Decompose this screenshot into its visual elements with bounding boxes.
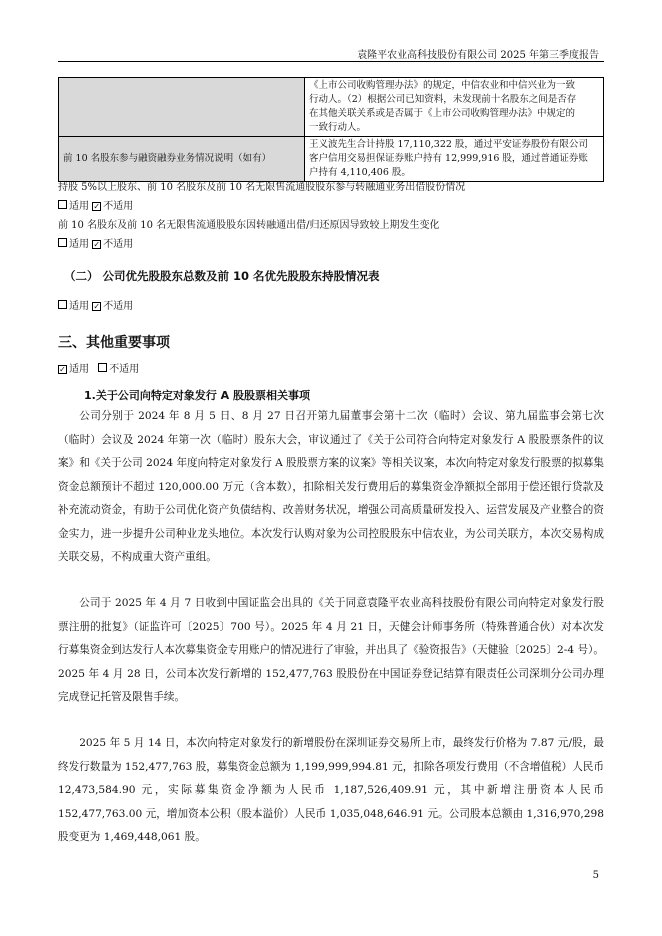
check-line-2 [58, 238, 133, 252]
applicable-label: 适用 [69, 201, 89, 212]
cell-line: 户持有 4,110,406 股。 [309, 167, 411, 178]
subsection-share-issuance-title: 1.关于公司向特定对象发行 A 股股票相关事项 [84, 389, 311, 402]
section-preferred-shares-title: （二） 公司优先股股东总数及前 10 名优先股股东持股情况表 [64, 269, 380, 283]
header-divider [58, 61, 604, 62]
checkbox-empty-icon [58, 200, 67, 209]
checkbox-empty-icon [58, 238, 67, 247]
check-line-4 [58, 363, 139, 377]
applicable-label: 适用 [69, 301, 89, 312]
checkbox-checked-icon: ✓ [93, 202, 101, 211]
cell-line: 《上市公司收购管理办法》的规定，中信农业和中信兴业为一致 [309, 80, 576, 91]
not-applicable-label: 不适用 [109, 364, 140, 375]
table-row [59, 137, 604, 182]
table-cell-margin-detail [305, 137, 604, 182]
not-applicable-label: 不适用 [103, 301, 134, 312]
table-row [59, 78, 604, 137]
page-number: 5 [592, 870, 599, 881]
table-cell-margin-label: 前 10 名股东参与融资融券业务情况说明（如有） [59, 137, 305, 182]
note-lending-shares: 持股 5%以上股东、前 10 名股东及前 10 名无限售流通股股东参与转融通业务出借股份情况 [58, 182, 466, 193]
paragraph-issuance-approval: 公司分别于 2024 年 8 月 5 日、8 月 27 日召开第九届董事会第十二次（临时）会议、第九届监事会第七次（临时）会议及 2024 年第一次（临时）股东大会，审议通过了《关于公司符合向特定对象发行 A 股股票条件的议案》和《关于公司 2024 年度向特定对象发行 A 股股票方案的议案》等相关议案，本次向特定对象发行股票的拟募集资金总额预计不超过 120,000.00 万元（含本数），扣除相关发行费用后的募集资金净额拟全部用于偿还银行贷款及补充流动资金，有助于公司优化资产负债结构、改善财务状况，增强公司高质量研发投入、运营发展及产业整合的资金实力，进一步提升公司种业龙头地位。本次发行认购对象为公司控股股东中信农业，为公司关联方，本次交易构成关联交易，不构成重大资产重组。 [58, 410, 604, 563]
shareholder-table [58, 77, 604, 182]
cell-line: 在其他关联关系或是否属于《上市公司收购管理办法》中规定的 [309, 108, 576, 119]
checkbox-checked-icon: ✓ [93, 302, 101, 311]
cell-line: 一致行动人。 [309, 122, 367, 133]
checkbox-empty-icon [58, 300, 67, 309]
check-line-3 [58, 300, 133, 314]
note-lending-change: 前 10 名股东及前 10 名无限售流通股股东因转融通出借/归还原因导致较上期发生变化 [58, 220, 440, 231]
cell-line: 行动人。（2）根据公司已知资料，未发现前十名股东之间是否存 [309, 94, 577, 105]
table-cell-relationship [305, 78, 604, 137]
table-cell-empty [59, 78, 305, 137]
cell-line: 王义波先生合计持股 17,110,322 股，通过平安证券股份有限公司 [309, 139, 588, 150]
checkbox-checked-icon: ✓ [93, 240, 101, 249]
not-applicable-label: 不适用 [103, 239, 134, 250]
applicable-label: 适用 [69, 239, 89, 250]
applicable-label: 适用 [69, 364, 89, 375]
section-other-matters-title: 三、其他重要事项 [58, 335, 170, 351]
paragraph-listing: 2025 年 5 月 14 日，本次向特定对象发行的新增股份在深圳证券交易所上市，最终发行价格为 7.87 元/股，最终发行数量为 152,477,763 股，募集资金总额为 1,199,999,994.81 元，扣除各项发行费用（不含增值税）人民币 12,473,584.90 元，实际募集资金净额为人民币 1,187,526,409.91 元，其中新增注册资本人民币 152,477,763.00 元，增加资本公积（股本溢价）人民币 1,035,048,646.91 元。公司股本总额由 1,316,970,298 股变更为 1,469,448,061 股。 [58, 737, 604, 843]
report-header-title: 袁隆平农业高科技股份有限公司 2025 年第三季度报告 [357, 50, 599, 61]
check-line-1 [58, 200, 133, 214]
checkbox-empty-icon [98, 363, 107, 372]
cell-line: 客户信用交易担保证券账户持有 12,999,916 股，通过普通证券账 [309, 153, 588, 164]
paragraph-registration: 公司于 2025 年 4 月 7 日收到中国证监会出具的《关于同意袁隆平农业高科技股份有限公司向特定对象发行股票注册的批复》（证监许可〔2025〕700 号）。2025 年 4 月 21 日，天健会计师事务所（特殊普通合伙）对本次发行募集资金到达发行人本次募集资金专用账户的情况进行了审验，并出具了《验资报告》（天健验〔2025〕2-4 号）。2025 年 4 月 28 日，公司本次发行新增的 152,477,763 股股份在中国证券登记结算有限责任公司深圳分公司办理完成登记托管及限售手续。 [58, 597, 604, 703]
checkbox-checked-icon: ✓ [59, 365, 66, 374]
not-applicable-label: 不适用 [103, 201, 134, 212]
